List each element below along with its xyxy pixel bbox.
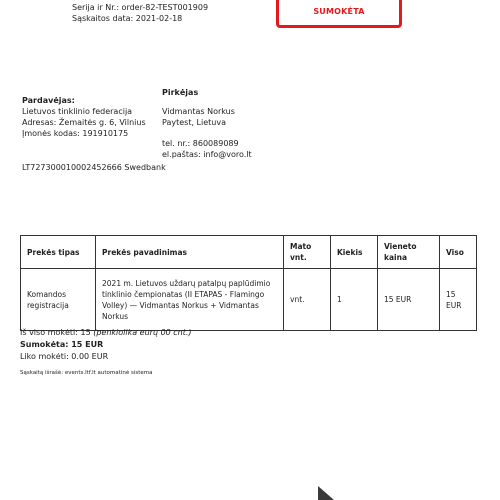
total-due-words: (penkiolika eurų 00 cnt.): [93, 328, 192, 337]
totals-block: [20, 327, 192, 363]
items-table: [20, 235, 477, 331]
header-total: Viso: [440, 236, 477, 269]
header-product-name: Prekės pavadinimas: [96, 236, 284, 269]
cell-unit: vnt.: [284, 269, 331, 331]
paid-stamp-text: SUMOKĖTA: [313, 7, 365, 16]
paid-stamp: [276, 0, 402, 28]
header-product-type: Prekės tipas: [21, 236, 96, 269]
buyer-block: [162, 106, 235, 128]
header-unit-price: Vieneto kaina: [378, 236, 440, 269]
buyer-name: Vidmantas Norkus: [162, 107, 235, 116]
paid-amount: Sumokėta: 15 EUR: [20, 340, 104, 349]
issuer-note: Sąskaitą išrašė: events.ltf.lt automatinė sistema: [20, 370, 153, 376]
invoice-series: Serija ir Nr.: order-82-TEST001909: [72, 3, 209, 12]
buyer-phone: tel. nr.: 860089089: [162, 139, 239, 148]
cell-quantity: 1: [331, 269, 378, 331]
remaining-amount: Liko mokėti: 0.00 EUR: [20, 352, 109, 361]
buyer-title: Pirkėjas: [162, 88, 199, 97]
seller-title: Pardavėjas:: [22, 96, 75, 105]
mouse-cursor-icon: [296, 486, 336, 500]
cell-unit-price: 15 EUR: [378, 269, 440, 331]
seller-address: Adresas: Žemaitės g. 6, Vilnius: [22, 118, 146, 127]
buyer-contacts: [162, 138, 252, 160]
seller-block: [22, 95, 146, 139]
header-unit: Mato vnt.: [284, 236, 331, 269]
total-due-amount: Iš viso mokėti: 15: [20, 328, 91, 337]
invoice-date: Sąskaitos data: 2021-02-18: [72, 14, 183, 23]
cell-product-type: Komandos registracija: [21, 269, 96, 331]
seller-bank-account: LT727300010002452666 Swedbank: [22, 163, 166, 172]
header-quantity: Kiekis: [331, 236, 378, 269]
seller-name: Lietuvos tinklinio federacija: [22, 107, 133, 116]
cell-total: 15 EUR: [440, 269, 477, 331]
cell-product-name: 2021 m. Lietuvos uždarų patalpų paplūdimio tinklinio čempionatas (II ETAPAS - Flamingo Volley) — Vidmantas Norkus + Vidmantas Norkus: [96, 269, 284, 331]
total-due: [20, 327, 192, 339]
buyer-city: Paytest, Lietuva: [162, 118, 226, 127]
seller-company-code: Įmonės kodas: 191910175: [22, 129, 129, 138]
table-header-row: [21, 236, 477, 269]
buyer-email: el.paštas: info@voro.lt: [162, 150, 252, 159]
table-row: [21, 269, 477, 331]
